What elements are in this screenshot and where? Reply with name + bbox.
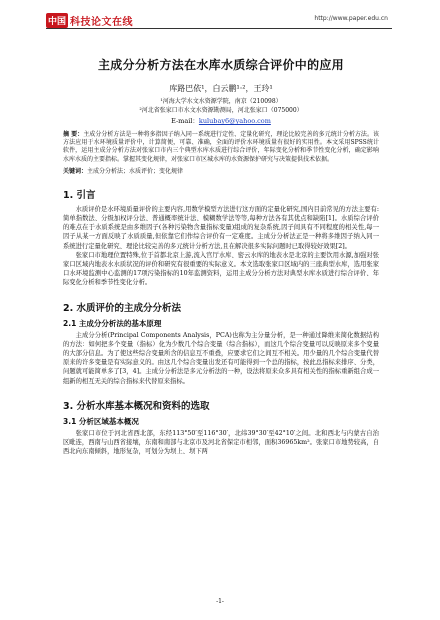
affiliation-1: ¹河海大学水文水资源学院，南京（210098）	[160, 98, 282, 105]
keywords	[63, 166, 379, 175]
section-heading-3: 3. 分析水库基本概况和资料的选取	[63, 400, 210, 412]
paper-body	[63, 34, 379, 456]
email-line	[63, 116, 379, 125]
abstract	[63, 131, 379, 164]
keywords-label: 关键词：	[63, 167, 88, 175]
affiliations	[63, 97, 379, 115]
header-divider	[46, 28, 392, 29]
page-number: -1-	[216, 598, 224, 605]
subsection-heading-3-1: 3.1 分析区域基本概况	[63, 416, 139, 426]
authors: 库路巴依¹，白云鹏¹·²，王玲¹	[169, 84, 273, 93]
paragraph: 张家口市地理位置特殊,位于首都北京上游,流入官厅水库、密云水库的地表水是北京的主要饮用水源,加强对张家口区域内地表水水质状况的评价和研究有很重要的实际意义。本文选取张家口区域内的三座典型水库，选用张家口水环境监测中心监测的17项污染指标的10年监测资料，运用主成分分析方法对典型水库水质进行综合评价、年际变化分析和季节性变化分析。	[63, 251, 379, 287]
paragraph: 张家口市位于河北省西北部，东经113°50′至116°30′，北纬39°30′至42°10′之间。北和西北与内蒙古自治区毗连，西南与山西省接壤，东南和南部与北京市及河北省保定市相邻，面积36965km²。张家口市地势较高，自西北向东南倾斜，地形复杂，可划分为坝上、坝下两	[63, 429, 379, 456]
logo-text: 科技论文在线	[70, 17, 134, 28]
section-heading-1: 1. 引言	[63, 189, 96, 201]
page-header	[0, 0, 440, 30]
logo-mark: 中国	[46, 13, 68, 28]
email-link[interactable]: kulubay6@yahoo.com	[198, 117, 271, 125]
affiliation-2: ²河北省张家口市水文水资源勘测局，河北张家口（075000）	[139, 107, 303, 114]
abstract-text: 主成分分析方法是一种将多指因子纳入同一系统进行定性、定量化研究，理论比较完善的多元统计分析方法。该方法应用于水环境质量评价中，计算简便，可靠、准确，全面的评价水环境质量有很好的实用性。本文采用SPSS统计软件，运用主成分分析方法对张家口市内三个典型水库水质进行综合评价，年际变化分析和季节性变化分析，确定影响水库水质的主要指标。掌握其变化规律，对张家口市区城水库的水资源保护研究与决策提供技术依据。	[63, 131, 379, 163]
email-label: E-mail：	[171, 117, 199, 125]
paper-title: 主成分分析方法在水库水质综合评价中的应用	[97, 58, 344, 72]
keywords-text: 主成分分析法；水质评价；变化规律	[87, 167, 184, 175]
abstract-label: 摘 要：	[63, 131, 84, 138]
subsection-heading-2-1: 2.1 主成分分析法的基本原理	[63, 318, 162, 328]
paragraph: 水质评价是水环境质量评价的主要内容,用数学模型方法进行这方面的定量化研究,国内目前常见的方法主要有:简单指数法、分级加权评分法、普通概率统计法、模糊数学法等等,每种方法各有其优点和缺陷[1]。水质综合评价的难点在于水质系统是由多维因子(各种污染物含量指标变量)组成的复杂系统,因子间具有不同程度的相关性,每一因子从某一方面反映了水质质量,但依靠它们作综合评价有一定难度。主成分分析法正是一种将多维因子纳入同一系统进行定量化研究、理论比较完善的多元统计分析方法,且在解决很多实际问题时已取得较好效果[2]。	[63, 205, 379, 250]
site-logo[interactable]	[46, 13, 133, 28]
section-heading-2: 2. 水质评价的主成分分析法	[63, 302, 182, 314]
paragraph: 主成分分析(Principal Components Analysis，PCA)也称为主分量分析，是一种通过降维来简化数据结构的方法：如何把多个变量（指标）化为少数几个综合变量（综合指标），而这几个综合变量可以反映原来多个变量的大部分信息。为了使这些综合变量所含的信息互不重叠，应要求它们之间互不相关。用少量的几个综合变量代替原来的许多变量是有实际意义的。由这几个综合变量出发还有可能得到一个总的指标，按此总指标来排序、分类，问题就可能简单多了[3，4]。主成分分析法是多元分析法的一种，设法将原来众多具有相关性的指标重新组合成一组新的相互无关的综合指标来代替原来指标。	[63, 331, 379, 385]
site-url[interactable]: http://www.paper.edu.cn	[314, 15, 388, 22]
